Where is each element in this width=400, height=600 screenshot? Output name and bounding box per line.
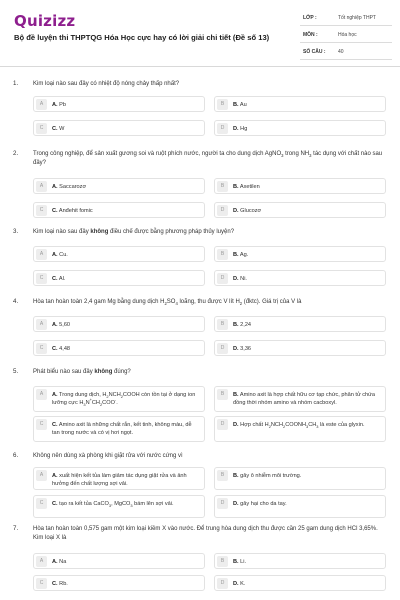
option-letter-badge: A xyxy=(36,99,47,110)
answer-option-a[interactable] xyxy=(33,96,205,112)
option-text: C. Rb. xyxy=(52,581,68,587)
option-text: C. Al. xyxy=(52,276,66,282)
question-number: 1. xyxy=(13,80,19,87)
option-letter-badge: C xyxy=(36,498,47,509)
answer-option-a[interactable] xyxy=(33,553,205,569)
option-text: D. Hg xyxy=(233,126,248,132)
answer-option-d[interactable] xyxy=(214,495,386,518)
option-letter-badge: B xyxy=(217,389,228,400)
option-text: C. 4,48 xyxy=(52,346,71,352)
option-text: D. gây hại cho da tay. xyxy=(233,501,287,507)
option-text: D. Hợp chất $H_2NCH_2COONH_3CH_3$ là este của glyxin. xyxy=(233,422,365,430)
option-text: B. gây ô nhiễm môi trường. xyxy=(233,473,302,479)
answer-option-c[interactable] xyxy=(33,575,205,591)
option-letter-badge: C xyxy=(36,343,47,354)
meta-label: MÔN : xyxy=(303,32,318,38)
option-letter-badge: D xyxy=(217,578,228,589)
question-stem: Kim loại nào sau đây có nhiệt độ nóng chảy thấp nhất? xyxy=(33,81,180,87)
option-text: B. 2,24 xyxy=(233,322,252,328)
option-letter-badge: D xyxy=(217,419,228,430)
answer-option-c[interactable] xyxy=(33,416,205,442)
answer-option-a[interactable] xyxy=(33,246,205,262)
option-letter-badge: D xyxy=(217,205,228,216)
option-letter-badge: C xyxy=(36,578,47,589)
option-letter-badge: A xyxy=(36,556,47,567)
option-text: B. Amino axit là hợp chất hữu cơ tạp chức, phân tử chứa đồng thời nhóm amino và nhóm cacboxyl. xyxy=(233,392,376,406)
question-number: 7. xyxy=(13,525,19,532)
question-stem: Kim loại nào sau đây không điều chế được bằng phương pháp thủy luyện? xyxy=(33,229,235,235)
option-letter-badge: D xyxy=(217,498,228,509)
question-number: 6. xyxy=(13,452,19,459)
option-text: C. Anđehit fomic xyxy=(52,208,93,214)
meta-value: Hóa học xyxy=(338,32,357,38)
answer-option-b[interactable] xyxy=(214,553,386,569)
option-letter-badge: D xyxy=(217,343,228,354)
option-text: D. Glucozơ xyxy=(233,208,262,214)
meta-label: SỐ CÂU : xyxy=(303,49,326,55)
answer-option-c[interactable] xyxy=(33,270,205,286)
option-text: B. Li. xyxy=(233,559,247,565)
option-letter-badge: B xyxy=(217,470,228,481)
option-text: A. 5,60 xyxy=(52,322,71,328)
answer-option-b[interactable] xyxy=(214,96,386,112)
option-letter-badge: A xyxy=(36,319,47,330)
option-letter-badge: C xyxy=(36,205,47,216)
option-text: A. Cu. xyxy=(52,252,68,258)
question-stem: Hòa tan hoàn toàn 0,575 gam một kim loại kiềm X vào nước. Để trung hòa dung dịch thu được cần 25 gam dung dịch HCl 3,65%. Kim loại X là xyxy=(33,526,378,541)
option-letter-badge: A xyxy=(36,389,47,400)
answer-option-b[interactable] xyxy=(214,246,386,262)
answer-option-d[interactable] xyxy=(214,416,386,442)
option-text: B. Ag. xyxy=(233,252,249,258)
answer-option-c[interactable] xyxy=(33,202,205,218)
answer-option-d[interactable] xyxy=(214,120,386,136)
document-title: Bộ đề luyện thi THPTQG Hóa Học cực hay có lời giải chi tiết (Đề số 13) xyxy=(14,33,270,42)
option-letter-badge: D xyxy=(217,123,228,134)
meta-class-row xyxy=(300,12,392,26)
answer-option-a[interactable] xyxy=(33,467,205,490)
question-stem: Hòa tan hoàn toàn 2,4 gam Mg bằng dung dịch $H_2SO_4$ loãng, thu được V lít $H_2$ (đktc). Giá trị của V là xyxy=(33,299,302,307)
option-letter-badge: B xyxy=(217,319,228,330)
option-text: A. xuất hiện kết tủa làm giảm tác dụng giặt rửa và ảnh hưởng đến chất lượng sợi vải. xyxy=(52,473,187,487)
question-stem: Trong công nghiệp, để sản xuất gương soi và ruột phích nước, người ta cho dung dịch AgNO$_3$ trong $NH_3$ tác dụng với chất nào sau đây? xyxy=(33,151,383,166)
option-text: D. 3,36 xyxy=(233,346,252,352)
meta-subject-row xyxy=(300,29,392,43)
option-letter-badge: A xyxy=(36,181,47,192)
option-text: A. Trong dung dịch, $H_2NCH_2COOH$ còn tồn tại ở dạng ion lưỡng cực $H_3N^+CH_2COO^-$. xyxy=(52,392,196,408)
option-letter-badge: B xyxy=(217,556,228,567)
meta-value: 40 xyxy=(338,49,344,55)
answer-option-b[interactable] xyxy=(214,467,386,490)
answer-option-d[interactable] xyxy=(214,202,386,218)
meta-label: LỚP : xyxy=(303,15,317,21)
answer-option-d[interactable] xyxy=(214,270,386,286)
option-letter-badge: C xyxy=(36,273,47,284)
option-letter-badge: C xyxy=(36,123,47,134)
answer-option-b[interactable] xyxy=(214,178,386,194)
option-letter-badge: B xyxy=(217,99,228,110)
option-text: B. Au xyxy=(233,102,247,108)
answer-option-c[interactable] xyxy=(33,340,205,356)
option-text: C. tạo ra kết tủa CaCO$_3$, MgCO$_3$ bám lên sợi vải. xyxy=(52,501,174,509)
option-text: B. Axetilen xyxy=(233,184,260,190)
option-letter-badge: A xyxy=(36,470,47,481)
meta-value: Tốt nghiệp THPT xyxy=(338,15,376,21)
answer-option-c[interactable] xyxy=(33,120,205,136)
answer-option-b[interactable] xyxy=(214,386,386,412)
quizizz-logo: Quizizz xyxy=(14,12,76,30)
option-text: A. Na xyxy=(52,559,67,565)
option-letter-badge: D xyxy=(217,273,228,284)
question-number: 4. xyxy=(13,298,19,305)
question-number: 3. xyxy=(13,228,19,235)
option-letter-badge: B xyxy=(217,181,228,192)
worksheet-header xyxy=(0,0,400,66)
question-stem: Phát biểu nào sau đây không đúng? xyxy=(33,369,131,375)
answer-option-a[interactable] xyxy=(33,386,205,412)
option-letter-badge: C xyxy=(36,419,47,430)
option-text: A. Saccarozơ xyxy=(52,184,87,190)
answer-option-d[interactable] xyxy=(214,575,386,591)
question-number: 2. xyxy=(13,150,19,157)
option-letter-badge: B xyxy=(217,249,228,260)
option-text: D. K. xyxy=(233,581,246,587)
option-text: D. Ni. xyxy=(233,276,247,282)
answer-option-d[interactable] xyxy=(214,340,386,356)
option-letter-badge: A xyxy=(36,249,47,260)
answer-option-a[interactable] xyxy=(33,178,205,194)
answer-option-b[interactable] xyxy=(214,316,386,332)
meta-count-row xyxy=(300,46,392,60)
option-text: A. Pb xyxy=(52,102,66,108)
answer-option-c[interactable] xyxy=(33,495,205,518)
option-text: C. Amino axit là những chất rắn, kết tinh, không màu, dễ tan trong nước và có vị hơi ngọt. xyxy=(52,422,192,436)
question-number: 5. xyxy=(13,368,19,375)
option-text: C. W xyxy=(52,126,65,132)
question-stem: Không nên dùng xà phòng khi giặt rửa với nước cứng vì xyxy=(33,453,183,459)
answer-option-a[interactable] xyxy=(33,316,205,332)
header-divider xyxy=(0,66,400,67)
